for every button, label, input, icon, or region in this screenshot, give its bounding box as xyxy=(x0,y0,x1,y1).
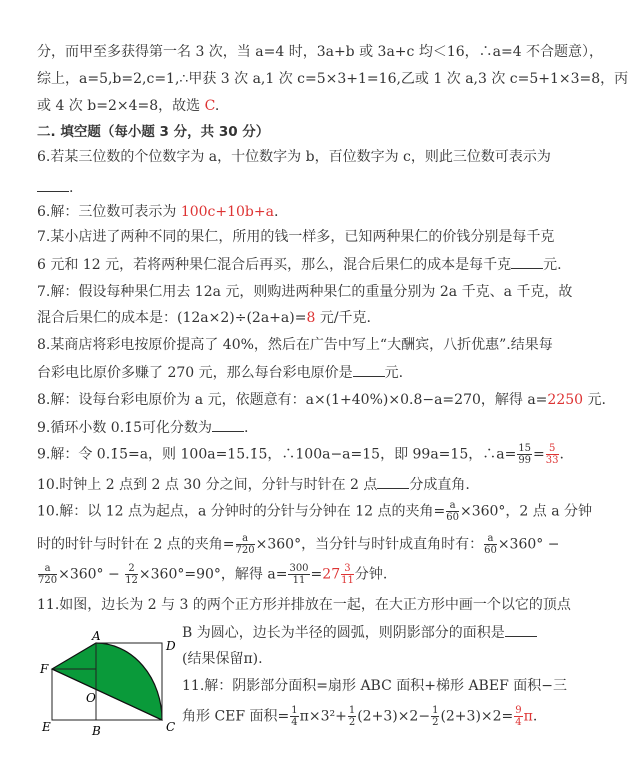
text-segment: 10.解：以 12 点为起点，a 分钟时的分针与分钟在 12 点的夹角= xyxy=(37,503,446,520)
answer-blank xyxy=(37,177,69,192)
text-segment: 7.解：假设每种果仁用去 12a 元，则购进两种果仁的重量分别为 2a 千克、a 千克，故 xyxy=(37,284,573,300)
text-segment: . xyxy=(69,180,74,196)
numerator: a xyxy=(484,533,497,545)
text-segment: 6 元和 12 元，若将两种果仁混合后再买，那么，混合后果仁的成本是每千克 xyxy=(37,257,512,273)
text-line xyxy=(37,335,553,355)
text-segment: 综上，a=5,b=2,c=1,∴甲获 3 次 a,1 次 c=5×3+1=16,乙或 1 次 a,3 次 c=5+1×3=8，丙 xyxy=(37,71,628,87)
text-segment: 台彩电比原价多赚了 270 元，那么每台彩电原价是 xyxy=(37,365,353,381)
answer-text: 8 xyxy=(306,310,316,326)
text-segment: = xyxy=(310,566,323,583)
text-segment: ×360°，当分针与时针成直角时有： xyxy=(255,536,484,553)
answer-blank xyxy=(505,622,537,637)
label-o: O xyxy=(86,691,96,705)
text-line xyxy=(37,202,278,222)
denominator: 4 xyxy=(515,717,522,728)
numerator: 5 xyxy=(546,443,559,455)
fraction xyxy=(341,563,354,586)
denominator: 4 xyxy=(291,717,298,728)
numerator: 1 xyxy=(348,705,356,716)
text-segment: 10.时钟上 2 点到 2 点 30 分之间，分针与时针在 2 点 xyxy=(37,477,378,493)
text-segment: π×3²+ xyxy=(299,708,347,725)
text-segment: 6.解：三位数可表示为 xyxy=(37,204,181,220)
text-segment: 二. 填空题（每小题 3 分，共 30 分） xyxy=(37,124,270,140)
text-line xyxy=(37,390,606,410)
fraction xyxy=(348,705,356,728)
text-line xyxy=(37,595,571,615)
text-line xyxy=(182,705,537,728)
fraction xyxy=(514,705,522,728)
text-line xyxy=(37,417,248,438)
denominator: 2 xyxy=(348,717,356,728)
answer-text: 27 xyxy=(322,566,341,583)
text-segment: 元/千克. xyxy=(315,310,371,326)
text-line xyxy=(37,227,554,247)
text-segment: . xyxy=(273,204,279,220)
text-segment: 分钟. xyxy=(354,566,388,583)
text-segment: ×360°=90°，解得 a= xyxy=(138,566,288,583)
text-segment: ×360°，2 点 a 分钟 xyxy=(459,503,593,520)
denominator: 11 xyxy=(341,575,354,586)
text-segment: B 为圆心，边长为半径的圆弧，则阴影部分的面积是 xyxy=(182,625,505,641)
fraction xyxy=(446,500,459,523)
label-a: A xyxy=(92,629,101,643)
fraction xyxy=(431,705,439,728)
text-line xyxy=(37,282,572,302)
text-line xyxy=(37,42,603,62)
numerator: 300 xyxy=(289,563,309,574)
text-segment: 8.解：设每台彩电原价为 a 元，依题意有：a×(1+40%)×0.8−a=270，解得 a= xyxy=(37,392,548,408)
text-line xyxy=(37,254,562,275)
numerator: 1 xyxy=(291,705,298,716)
text-segment: . xyxy=(214,98,220,114)
answer-text: C xyxy=(204,98,215,114)
geometry-figure xyxy=(40,629,200,772)
text-line xyxy=(182,622,537,643)
text-line xyxy=(37,474,470,495)
answer-blank xyxy=(377,474,409,489)
section-heading xyxy=(37,122,269,142)
text-segment: 7.某小店进了两种不同的果仁，所用的钱一样多，已知两种果仁的价钱分别是每千克 xyxy=(37,229,555,245)
text-segment: . xyxy=(532,708,538,725)
numerator: 15 xyxy=(518,443,532,454)
denominator: 2 xyxy=(432,717,439,728)
text-line xyxy=(37,533,559,556)
text-segment: (2+3)×2− xyxy=(357,708,431,725)
numerator: a xyxy=(236,533,255,545)
text-segment: 9.循环小数 0.1̇5̇可化分数为 xyxy=(37,420,212,436)
numerator: 9 xyxy=(515,705,522,716)
numerator: 1 xyxy=(432,705,439,716)
text-segment: (2+3)×2= xyxy=(440,708,514,725)
fraction xyxy=(236,533,255,556)
fraction xyxy=(288,563,309,586)
text-segment: 分成直角. xyxy=(409,477,470,493)
fraction xyxy=(484,533,497,556)
answer-blank xyxy=(353,362,385,377)
numerator: 2 xyxy=(125,563,138,575)
denominator: 99 xyxy=(518,455,532,466)
text-line xyxy=(37,177,73,198)
denominator: 11 xyxy=(292,575,306,586)
fraction xyxy=(290,705,298,728)
denominator: 720 xyxy=(38,575,58,586)
denominator: 12 xyxy=(125,575,138,586)
text-segment: 9.解：令 0.1̇5̇=a，则 100a=15.1̇5̇，∴100a−a=15，即 99a=15，∴a= xyxy=(37,446,517,463)
text-segment: 或 4 次 b=2×4=8，故选 xyxy=(37,98,205,114)
text-line xyxy=(37,96,219,116)
denominator: 60 xyxy=(446,512,459,523)
text-segment: . xyxy=(559,446,564,463)
label-f: F xyxy=(40,662,49,676)
text-segment: 11.解：阴影部分面积=扇形 ABC 面积+梯形 ABEF 面积−三 xyxy=(182,678,567,694)
text-segment: ×360° − xyxy=(58,566,125,583)
numerator: a xyxy=(38,563,57,575)
fraction xyxy=(546,443,559,466)
text-line xyxy=(37,362,403,383)
fraction xyxy=(517,443,532,466)
text-line xyxy=(37,443,564,466)
text-segment: 元. xyxy=(384,365,404,381)
text-segment: 6.若某三位数的个位数字为 a，十位数字为 b，百位数字为 c，则此三位数可表示为 xyxy=(37,149,551,165)
text-line xyxy=(37,147,551,167)
label-b: B xyxy=(92,724,101,738)
answer-text: π xyxy=(523,708,533,725)
text-segment: . xyxy=(243,420,249,436)
answer-text: 100c+10b+a xyxy=(180,204,274,220)
label-d: D xyxy=(166,639,176,653)
text-segment: 11.如图，边长为 2 与 3 的两个正方形并排放在一起，在大正方形中画一个以它的顶点 xyxy=(37,597,571,613)
text-segment: 时的时针与时针在 2 点的夹角= xyxy=(37,536,235,553)
text-segment: 分，而甲至多获得第一名 3 次，当 a=4 时，3a+b 或 3a+c 均＜16，∴a=4 不合题意）， xyxy=(37,44,604,60)
answer-blank xyxy=(511,254,543,269)
label-c: C xyxy=(166,720,176,734)
answer-blank xyxy=(212,417,244,432)
text-segment: 角形 CEF 面积= xyxy=(182,708,290,725)
text-line xyxy=(37,500,592,523)
label-e: E xyxy=(42,720,51,734)
denominator: 33 xyxy=(545,455,559,466)
denominator: 720 xyxy=(235,545,255,556)
text-segment: 元. xyxy=(543,257,562,273)
text-segment: ×360° − xyxy=(497,536,560,553)
numerator: a xyxy=(446,500,459,512)
fraction xyxy=(125,563,138,586)
text-line xyxy=(37,563,387,586)
text-segment: 8.某商店将彩电按原价提高了 40%，然后在广告中写上“大酬宾，八折优惠”.结果每 xyxy=(37,337,553,353)
text-line xyxy=(37,308,371,328)
text-line xyxy=(182,676,567,696)
shaded-region xyxy=(52,643,162,720)
text-segment: 混合后果仁的成本是：(12a×2)÷(2a+a)= xyxy=(37,310,307,326)
denominator: 60 xyxy=(484,545,497,556)
fraction xyxy=(38,563,57,586)
text-line xyxy=(37,69,628,89)
text-segment: (结果保留π). xyxy=(182,651,263,667)
answer-text: 2250 xyxy=(547,392,584,408)
text-segment: 元. xyxy=(583,392,606,408)
text-segment: = xyxy=(533,446,545,463)
numerator: 3 xyxy=(341,563,354,575)
